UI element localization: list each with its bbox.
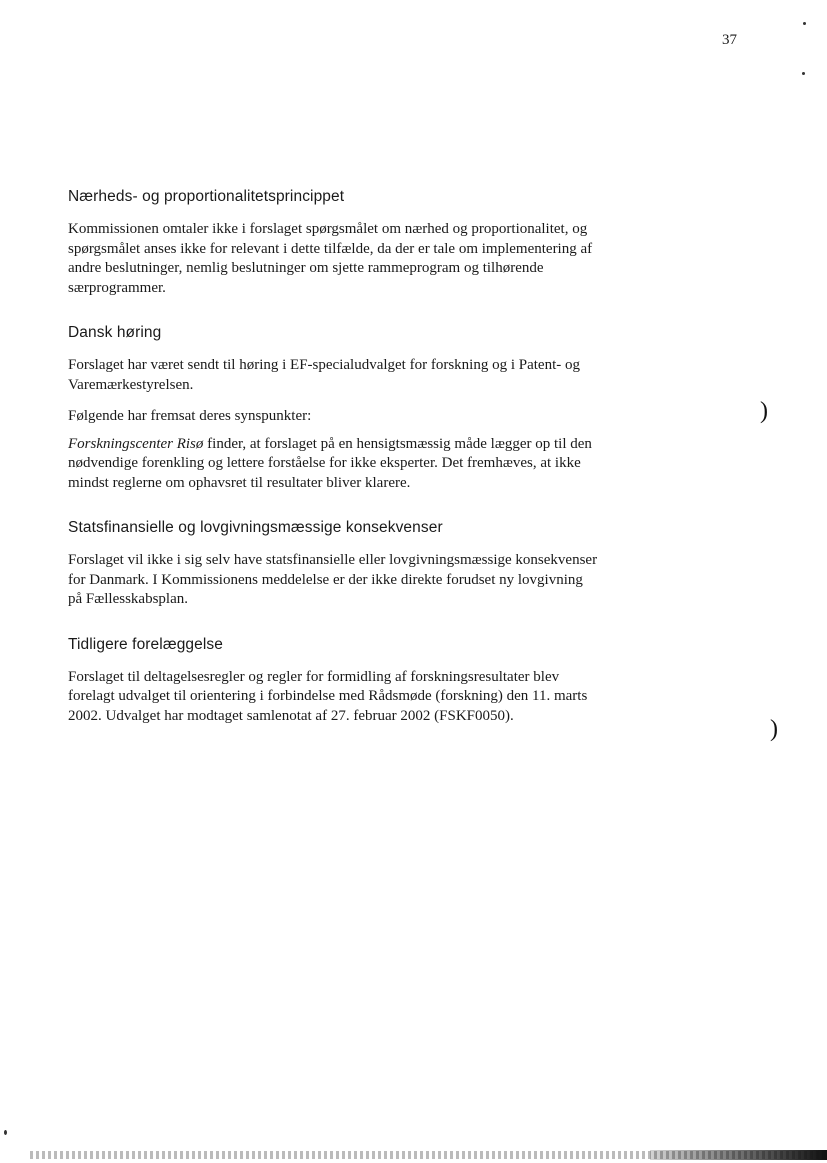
section-heading-subsidiarity: Nærheds- og proportionalitetsprincippet	[68, 188, 345, 205]
page-number: 37	[722, 32, 737, 48]
paragraph-hearing: Forslaget har været sendt til høring i EF-specialudvalget for forskning og i Patent- og Varemærkestyrelsen.	[68, 357, 580, 393]
subheading-viewpoints: Følgende har fremsat deres synspunkter:	[68, 408, 312, 424]
scan-speck	[803, 22, 806, 25]
paragraph-riso-viewpoint	[68, 435, 598, 494]
binding-hole-mark: )	[760, 398, 768, 424]
paragraph-previous-submission: Forslaget til deltagelsesregler og regler for formidling af forskningsresultater blev forelagt udvalget til orientering i forbindelse med Rådsmøde (forskning) den 11. marts 2002. Udvalget har modtaget samlenotat af 27. februar 2002 (FSKF0050).	[68, 668, 588, 724]
scan-speck	[4, 1130, 7, 1135]
section-heading-previous-submission: Tidligere forelæggelse	[68, 635, 223, 653]
document-body	[68, 188, 598, 726]
section-heading-hearing: Dansk høring	[68, 324, 162, 341]
paragraph-consequences: Forslaget vil ikke i sig selv have statsfinansielle eller lovgivningsmæssige konsekvenser for Danmark. I Kommissionens meddelelse er der ikke direkte forudset ny lovgivning på Fællesskabsplan.	[68, 552, 598, 607]
riso-viewpoint-text: finder, at forslaget på en hensigtsmæssig måde lægger op til den nødvendige forenkling og lettere forståelse for ikke eksperter. Det fremhæves, at ikke mindst reglerne om ophavsret til resultater bliver klarere.	[68, 435, 592, 491]
organization-name: Forskningscenter Risø	[68, 435, 204, 452]
binding-hole-mark: )	[770, 716, 778, 742]
scan-edge-shadow	[650, 1150, 827, 1160]
paragraph-subsidiarity: Kommissionen omtaler ikke i forslaget spørgsmålet om nærhed og proportionalitet, og spørgsmålet anses ikke for relevant i dette tilfælde, da der er tale om implementering af andre beslutninger, nemlig beslutninger om sjette rammeprogram og tilhørende særprogrammer.	[68, 221, 593, 296]
section-heading-consequences: Statsfinansielle og lovgivningsmæssige konsekvenser	[68, 519, 443, 536]
scan-speck	[802, 72, 805, 75]
